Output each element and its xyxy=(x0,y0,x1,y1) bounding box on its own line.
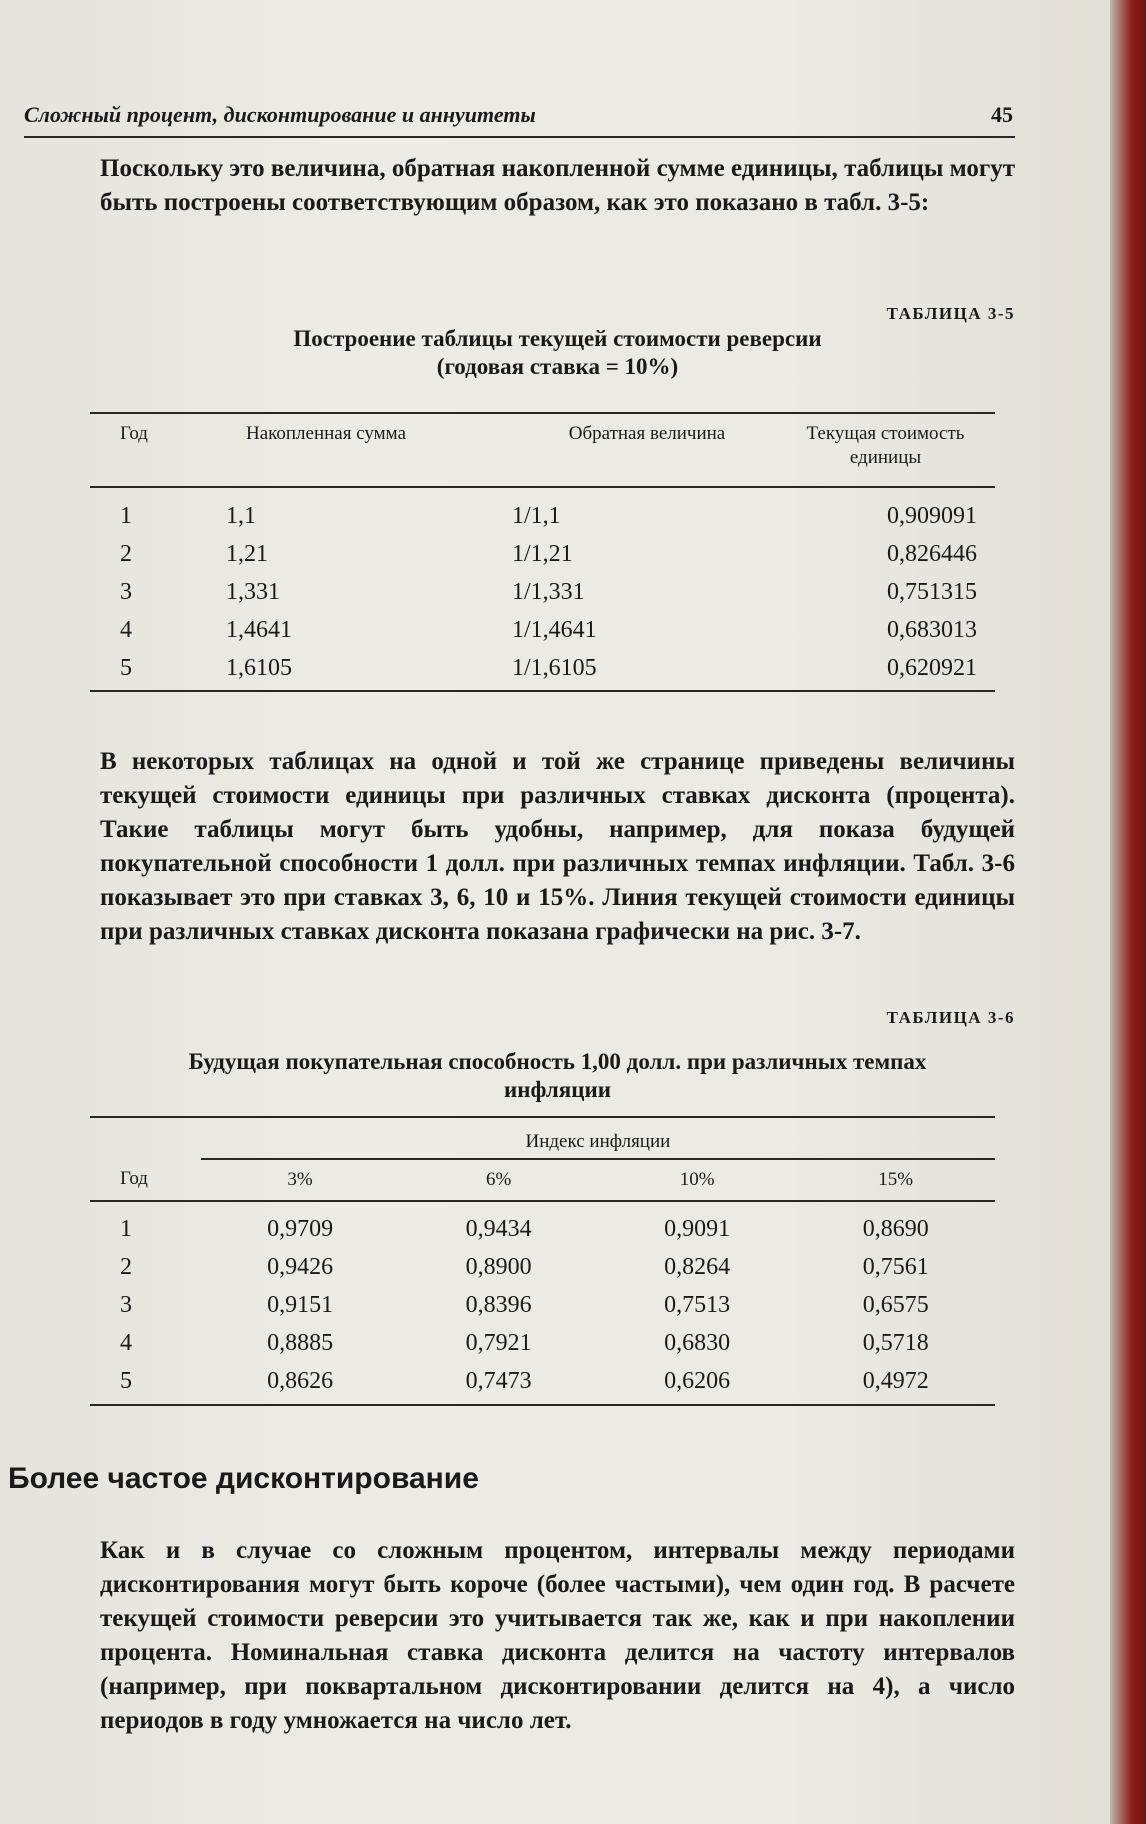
cell-accumulated: 1,4641 xyxy=(226,616,292,643)
cell-year: 5 xyxy=(90,649,186,691)
cell-accumulated: 1,21 xyxy=(226,540,268,567)
col-header-3pct: 3% xyxy=(201,1159,400,1201)
group-header-inflation-index: Индекс инфляции xyxy=(201,1117,995,1159)
table-row xyxy=(90,1363,995,1405)
table-row xyxy=(90,1201,995,1249)
cell-reciprocal: 1/1,4641 xyxy=(512,616,597,643)
table-row xyxy=(90,1249,995,1287)
cell-3pct: 0,8626 xyxy=(201,1363,400,1405)
cell-15pct: 0,5718 xyxy=(862,1330,929,1356)
discount-tables-paragraph: В некоторых таблицах на одной и той же странице приведены величины текущей стоимости единицы при различных ставках дисконта (процента). Такие таблицы могут быть удобны, например, для показа будущей покупательной способности 1 долл. при различных темпах инфляции. Табл. 3-6 показывает это при ставках 3, 6, 10 и 15%. Линия текущей стоимости единицы при различных ставках дисконта показана графически на рис. 3-7. xyxy=(100,748,1015,945)
cell-10pct: 0,6206 xyxy=(598,1363,797,1405)
col-header-6pct: 6% xyxy=(399,1159,598,1201)
cell-15pct: 0,8690 xyxy=(862,1216,929,1242)
cell-year: 2 xyxy=(120,1254,132,1280)
cell-15pct: 0,6575 xyxy=(862,1292,929,1318)
cell-year: 3 xyxy=(120,578,132,605)
table-row xyxy=(90,649,995,691)
table-row xyxy=(90,487,995,535)
table-group-header-row xyxy=(90,1117,995,1159)
col-header-year: Год xyxy=(90,413,186,487)
cell-10pct: 0,8264 xyxy=(664,1254,731,1280)
cell-6pct: 0,8900 xyxy=(465,1254,532,1280)
col-header-year: Год xyxy=(90,1159,201,1201)
cell-present-value: 0,683013 xyxy=(887,616,977,643)
table-3-5-title-line1: Построение таблицы текущей стоимости реверсии xyxy=(293,326,822,351)
cell-reciprocal: 1/1,331 xyxy=(512,578,585,605)
table-row xyxy=(90,573,995,611)
cell-reciprocal: 1/1,1 xyxy=(512,502,561,529)
cell-present-value: 0,909091 xyxy=(887,502,977,529)
running-head: Сложный процент, дисконтирование и аннуитеты xyxy=(24,102,536,127)
cell-present-value: 0,620921 xyxy=(788,649,995,691)
cell-10pct: 0,7513 xyxy=(664,1292,731,1318)
cell-10pct: 0,9091 xyxy=(664,1216,731,1242)
cell-6pct: 0,8396 xyxy=(465,1292,532,1318)
cell-year: 5 xyxy=(90,1363,201,1405)
table-header-row xyxy=(90,413,995,487)
page-number: 45 xyxy=(991,102,1013,127)
table-3-6-title-line2: инфляции xyxy=(504,1077,611,1103)
table-3-6-title-line1: Будущая покупательная способность 1,00 долл. при различных темпах xyxy=(188,1049,927,1074)
cell-reciprocal: 1/1,21 xyxy=(512,540,573,567)
cell-year: 3 xyxy=(120,1292,132,1318)
cell-present-value: 0,751315 xyxy=(887,578,977,605)
cell-3pct: 0,9426 xyxy=(267,1254,334,1280)
cell-3pct: 0,8885 xyxy=(267,1330,334,1356)
cell-accumulated: 1,331 xyxy=(226,578,280,605)
table-header-row xyxy=(90,1159,995,1201)
table-3-5 xyxy=(90,412,995,692)
cell-6pct: 0,7921 xyxy=(465,1330,532,1356)
col-header-15pct: 15% xyxy=(796,1159,995,1201)
cell-3pct: 0,9709 xyxy=(267,1216,334,1242)
cell-year: 1 xyxy=(120,1216,132,1242)
col-header-reciprocal: Обратная величина xyxy=(432,413,788,487)
table-3-6 xyxy=(90,1116,995,1406)
cell-reciprocal: 1/1,6105 xyxy=(432,649,788,691)
table-3-5-label: ТАБЛИЦА 3-5 xyxy=(886,304,1015,323)
table-3-5-title-line2: (годовая ставка = 10%) xyxy=(436,354,679,380)
page-header xyxy=(24,86,1015,138)
cell-year: 2 xyxy=(120,540,132,567)
cell-accumulated: 1,6105 xyxy=(186,649,432,691)
table-3-6-label: ТАБЛИЦА 3-6 xyxy=(886,1008,1015,1027)
cell-accumulated: 1,1 xyxy=(226,502,256,529)
col-header-10pct: 10% xyxy=(598,1159,797,1201)
section-heading: Более частое дисконтирование xyxy=(8,1462,479,1495)
frequent-discounting-paragraph: Как и в случае со сложным процентом, интервалы между периодами дисконтирования могут быть короче (более частыми), чем один год. В расчете текущей стоимости реверсии это учитывается так же, как и при накоплении процента. Номинальная ставка дисконта делится на частоту интервалов (например, при поквартальном дисконтировании делится на 4), а число периодов в году умножается на число лет. xyxy=(100,1537,1015,1734)
book-page-edge xyxy=(1110,0,1146,1824)
cell-year: 1 xyxy=(120,502,132,529)
table-row xyxy=(90,611,995,649)
cell-6pct: 0,7473 xyxy=(399,1363,598,1405)
table-3-5-title xyxy=(100,325,1015,381)
cell-6pct: 0,9434 xyxy=(465,1216,532,1242)
cell-year: 4 xyxy=(120,1330,132,1356)
table-row xyxy=(90,535,995,573)
intro-paragraph: Поскольку это величина, обратная накопленной сумме единицы, таблицы могут быть построены соответствующим образом, как это показано в табл. 3-5: xyxy=(100,155,1015,216)
col-header-present-value: Текущая стоимость единицы xyxy=(788,413,995,487)
table-row xyxy=(90,1287,995,1325)
cell-15pct: 0,7561 xyxy=(862,1254,929,1280)
table-row xyxy=(90,1325,995,1363)
cell-year: 4 xyxy=(120,616,132,643)
group-header-spacer xyxy=(90,1117,201,1159)
col-header-accumulated: Накопленная сумма xyxy=(186,413,432,487)
table-3-6-title xyxy=(100,1048,1015,1104)
cell-10pct: 0,6830 xyxy=(664,1330,731,1356)
cell-15pct: 0,4972 xyxy=(796,1363,995,1405)
cell-present-value: 0,826446 xyxy=(887,540,977,567)
cell-3pct: 0,9151 xyxy=(267,1292,334,1318)
